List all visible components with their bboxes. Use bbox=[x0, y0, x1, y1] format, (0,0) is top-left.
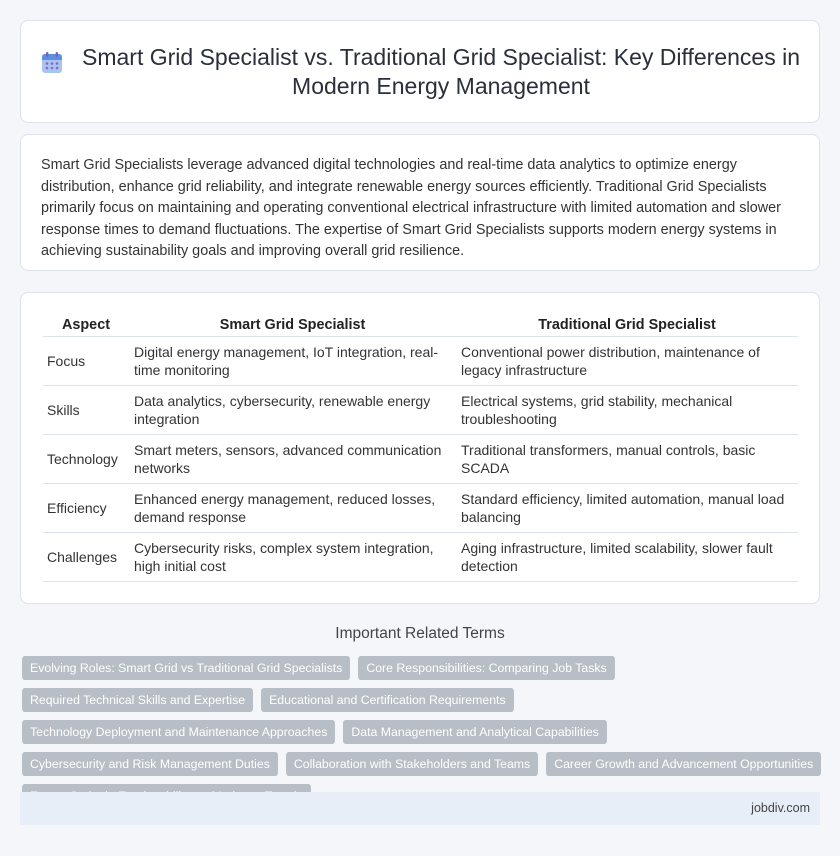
related-term-tag[interactable]: Core Responsibilities: Comparing Job Tasks bbox=[358, 656, 614, 680]
smart-grid-cell: Smart meters, sensors, advanced communication networks bbox=[129, 435, 456, 484]
table-row bbox=[43, 386, 798, 435]
aspect-cell: Efficiency bbox=[43, 484, 129, 533]
traditional-grid-cell: Traditional transformers, manual controls, basic SCADA bbox=[456, 435, 798, 484]
calendar-icon bbox=[40, 51, 64, 75]
related-term-tag[interactable]: Evolving Roles: Smart Grid vs Traditional Grid Specialists bbox=[22, 656, 350, 680]
intro-paragraph: Smart Grid Specialists leverage advanced digital technologies and real-time data analytics to optimize energy distribution, enhance grid reliability, and integrate renewable energy sources efficiently. Traditional Grid Specialists primarily focus on maintaining and operating conventional electrical infrastructure with limited automation and slower response times to demand fluctuations. The expertise of Smart Grid Specialists supports modern energy systems in achieving sustainability goals and improving overall grid resilience. bbox=[41, 157, 781, 259]
column-header-aspect: Aspect bbox=[43, 311, 129, 337]
related-term-tag[interactable]: Data Management and Analytical Capabilities bbox=[343, 720, 606, 744]
title-card bbox=[20, 20, 820, 123]
smart-grid-cell: Digital energy management, IoT integration, real-time monitoring bbox=[129, 337, 456, 386]
related-terms-list bbox=[22, 656, 822, 808]
related-term-tag[interactable]: Technology Deployment and Maintenance Approaches bbox=[22, 720, 335, 744]
smart-grid-cell: Data analytics, cybersecurity, renewable energy integration bbox=[129, 386, 456, 435]
related-term-tag[interactable]: Educational and Certification Requirements bbox=[261, 688, 514, 712]
related-term-tag[interactable]: Collaboration with Stakeholders and Teams bbox=[286, 752, 538, 776]
column-header-smart-grid: Smart Grid Specialist bbox=[129, 311, 456, 337]
related-term-tag[interactable]: Career Growth and Advancement Opportunities bbox=[546, 752, 821, 776]
comparison-table-card bbox=[20, 292, 820, 604]
page-title: Smart Grid Specialist vs. Traditional Grid Specialist: Key Differences in Modern Energy Management bbox=[82, 43, 800, 99]
traditional-grid-cell: Conventional power distribution, maintenance of legacy infrastructure bbox=[456, 337, 798, 386]
smart-grid-cell: Cybersecurity risks, complex system integration, high initial cost bbox=[129, 533, 456, 582]
table-row bbox=[43, 484, 798, 533]
traditional-grid-cell: Electrical systems, grid stability, mechanical troubleshooting bbox=[456, 386, 798, 435]
related-term-tag[interactable]: Cybersecurity and Risk Management Duties bbox=[22, 752, 278, 776]
table-row bbox=[43, 337, 798, 386]
traditional-grid-cell: Standard efficiency, limited automation, manual load balancing bbox=[456, 484, 798, 533]
footer-site-link[interactable]: jobdiv.com bbox=[751, 801, 810, 815]
related-terms-heading: Important Related Terms bbox=[335, 625, 505, 642]
table-header-row bbox=[43, 311, 798, 337]
column-header-traditional-grid: Traditional Grid Specialist bbox=[456, 311, 798, 337]
aspect-cell: Technology bbox=[43, 435, 129, 484]
footer-bar bbox=[20, 792, 820, 825]
intro-card bbox=[20, 134, 820, 271]
title-wrap bbox=[40, 43, 800, 101]
aspect-cell: Challenges bbox=[43, 533, 129, 582]
traditional-grid-cell: Aging infrastructure, limited scalability, slower fault detection bbox=[456, 533, 798, 582]
aspect-cell: Focus bbox=[43, 337, 129, 386]
aspect-cell: Skills bbox=[43, 386, 129, 435]
table-row bbox=[43, 533, 798, 582]
related-term-tag[interactable]: Required Technical Skills and Expertise bbox=[22, 688, 253, 712]
comparison-table bbox=[43, 311, 798, 582]
table-row bbox=[43, 435, 798, 484]
smart-grid-cell: Enhanced energy management, reduced losses, demand response bbox=[129, 484, 456, 533]
